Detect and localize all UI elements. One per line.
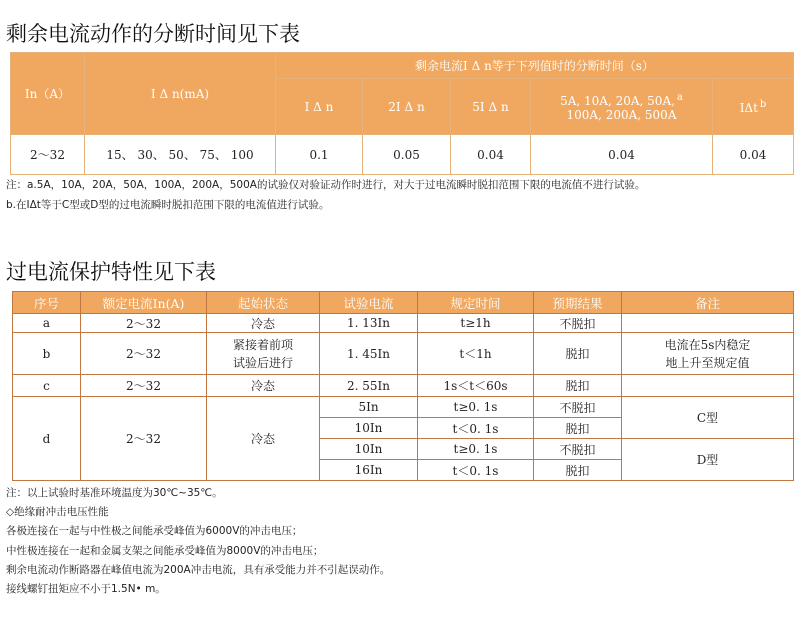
- row-b-rated: 2～32: [81, 333, 207, 375]
- row-d4-time: t＜0. 1s: [418, 460, 534, 481]
- row-c-remark: [622, 375, 794, 397]
- row-d-state: 冷态: [207, 397, 320, 481]
- row-a-rated: 2～32: [81, 314, 207, 333]
- header-idn: I Δ n(mA): [85, 53, 276, 135]
- header-col-3: 5I Δ n: [451, 79, 531, 135]
- row-b-current: 1. 45In: [320, 333, 418, 375]
- row-b-remark-line2: 地上升至规定值: [665, 355, 750, 370]
- header-initial-state: 起始状态: [207, 292, 320, 314]
- cell-v2: 0.05: [363, 135, 451, 175]
- header-col-1: I Δ n: [276, 79, 363, 135]
- note-a: 注：a.5A，10A，20A，50A，100A，200A，500A的试验仅对验证动作时进行，对大于过电流瞬时脱扣范围下限的电流值不进行试验。: [6, 179, 646, 191]
- header-col-5-label: IΔt: [739, 100, 758, 115]
- header-expected-result: 预期结果: [534, 292, 622, 314]
- cell-v1: 0.1: [276, 135, 363, 175]
- header-rated-current: 额定电流In(A): [81, 292, 207, 314]
- row-d2-result: 脱扣: [534, 418, 622, 439]
- row-d-rated: 2～32: [81, 397, 207, 481]
- footer-line-200a: 剩余电流动作断路器在峰值电流为200A冲击电流，具有承受能力并不引起误动作。: [6, 563, 391, 576]
- footer-line-temperature: 注：以上试验时基准环境温度为30℃~35℃。: [6, 487, 223, 499]
- row-d3-result: 不脱扣: [534, 439, 622, 460]
- row-c-rated: 2～32: [81, 375, 207, 397]
- cell-v4: 0.04: [531, 135, 713, 175]
- row-c-state: 冷态: [207, 375, 320, 397]
- row-d-remark-d: D型: [622, 439, 794, 481]
- header-test-current: 试验电流: [320, 292, 418, 314]
- footer-line-6000v: 各极连接在一起与中性极之间能承受峰值为6000V的冲击电压；: [6, 525, 303, 538]
- row-d3-current: 10In: [320, 439, 418, 460]
- footer-notes: [6, 484, 390, 599]
- row-b-result: 脱扣: [534, 333, 622, 375]
- row-b-state-line2: 试验后进行: [232, 355, 293, 370]
- row-d2-current: 10In: [320, 418, 418, 439]
- row-d1-current: 5In: [320, 397, 418, 418]
- row-c-current: 2. 55In: [320, 375, 418, 397]
- row-d1-time: t≥0. 1s: [418, 397, 534, 418]
- breaking-time-table: [10, 52, 794, 175]
- row-d1-result: 不脱扣: [534, 397, 622, 418]
- note-b: b.在IΔt等于C型或D型的过电流瞬时脱扣范围下限的电流值进行试验。: [6, 199, 330, 211]
- row-d3-time: t≥0. 1s: [418, 439, 534, 460]
- footer-line-torque: 接线螺钉扭矩应不小于1.5N• m。: [6, 583, 166, 596]
- cell-v3: 0.04: [451, 135, 531, 175]
- row-d4-current: 16In: [320, 460, 418, 481]
- row-c-no: c: [13, 375, 81, 397]
- header-col-4-line1: 5A, 10A, 20A, 50A,: [560, 94, 675, 108]
- header-in: In（A）: [11, 53, 85, 135]
- footnote-a-marker: a: [676, 92, 683, 103]
- row-b-time: t＜1h: [418, 333, 534, 375]
- row-b-state: [207, 333, 320, 375]
- cell-in: 2～32: [11, 135, 85, 175]
- row-c-result: 脱扣: [534, 375, 622, 397]
- overcurrent-protection-table: [12, 291, 794, 481]
- row-c-time: 1s＜t＜60s: [418, 375, 534, 397]
- row-d2-time: t＜0. 1s: [418, 418, 534, 439]
- row-d-remark-c: C型: [622, 397, 794, 439]
- section2-title: 过电流保护特性见下表: [6, 260, 216, 284]
- row-a-result: 不脱扣: [534, 314, 622, 333]
- header-no: 序号: [13, 292, 81, 314]
- cell-idn: 15、 30、 50、 75、 100: [85, 135, 276, 175]
- row-d4-result: 脱扣: [534, 460, 622, 481]
- cell-v5: 0.04: [713, 135, 794, 175]
- row-a-state: 冷态: [207, 314, 320, 333]
- row-d-no: d: [13, 397, 81, 481]
- row-b-remark: [622, 333, 794, 375]
- header-col-5: [713, 79, 794, 135]
- row-a-current: 1. 13In: [320, 314, 418, 333]
- row-a-remark: [622, 314, 794, 333]
- footer-line-8000v: 中性极连接在一起和金属支架之间能承受峰值为8000V的冲击电压；: [6, 544, 324, 557]
- row-b-remark-line1: 电流在5s内稳定: [664, 337, 751, 352]
- section1-title: 剩余电流动作的分断时间见下表: [6, 22, 300, 46]
- header-col-4: [531, 79, 713, 135]
- header-col-2: 2I Δ n: [363, 79, 451, 135]
- row-a-time: t≥1h: [418, 314, 534, 333]
- header-specified-time: 规定时间: [418, 292, 534, 314]
- footer-line-insulation-title: ◇绝缘耐冲击电压性能: [6, 506, 109, 519]
- footnote-b-marker: b: [759, 98, 767, 110]
- row-b-no: b: [13, 333, 81, 375]
- row-b-state-line1: 紧接着前项: [232, 337, 293, 352]
- header-group: 剩余电流I Δ n等于下列值时的分断时间（s）: [276, 53, 794, 79]
- row-a-no: a: [13, 314, 81, 333]
- header-col-4-line2: 100A, 200A, 500A: [566, 108, 677, 122]
- header-remark: 备注: [622, 292, 794, 314]
